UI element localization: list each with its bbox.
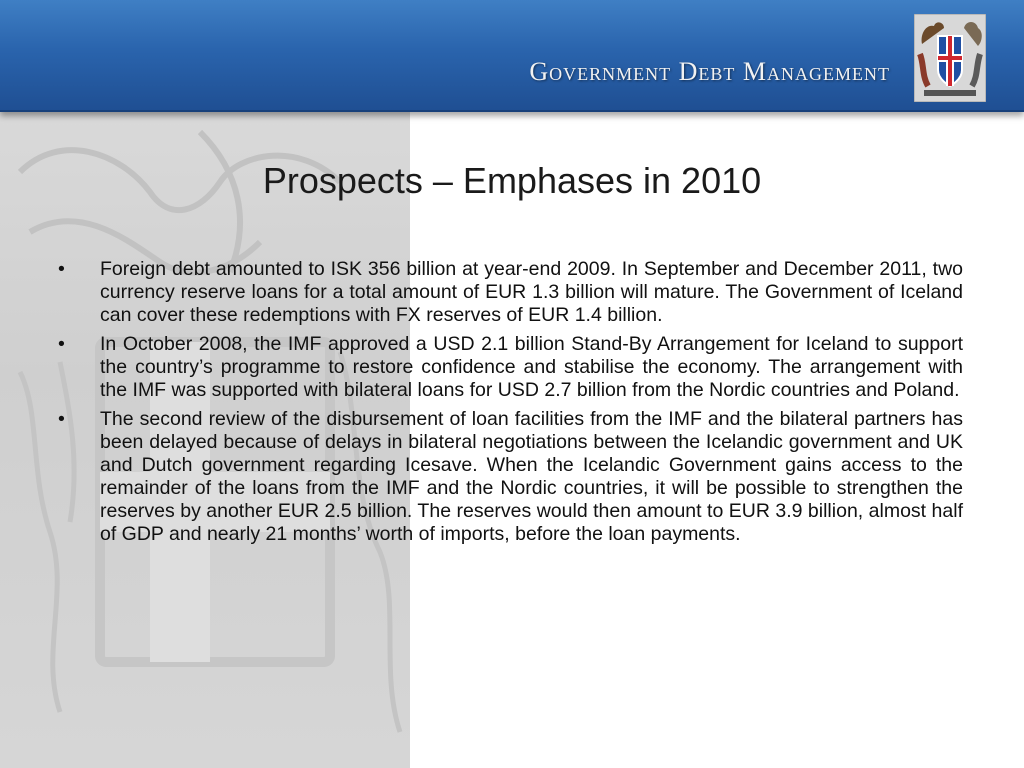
header-title: Government Debt Management: [529, 57, 890, 86]
header-bar: [0, 0, 1024, 112]
list-item: [58, 333, 963, 402]
iceland-coat-of-arms-icon: [914, 14, 986, 102]
bullet-text: In October 2008, the IMF approved a USD 2.1 billion Stand-By Arrangement for Iceland to support the country’s programme to restore confidence and stabilise the economy. The arrangement with the IMF was supported with bilateral loans for USD 2.7 billion from the Nordic countries and Poland.: [100, 333, 963, 401]
list-item: [58, 408, 963, 546]
slide-title: Prospects – Emphases in 2010: [262, 160, 762, 201]
bullet-list: [58, 258, 963, 552]
bullet-glyph: •: [58, 333, 65, 355]
bullet-glyph: •: [58, 258, 65, 280]
bullet-text: The second review of the disbursement of loan facilities from the IMF and the bilateral partners has been delayed because of delays in bilateral negotiations between the Icelandic government and UK and Dutch government regarding Icesave. When the Icelandic Government gains access to the remainder of the loans from the IMF and the Nordic countries, it will be possible to strengthen the reserves by another EUR 2.5 billion. The reserves would then amount to EUR 3.9 billion, almost half of GDP and nearly 21 months’ worth of imports, before the loan payments.: [100, 408, 963, 545]
bullet-text: Foreign debt amounted to ISK 356 billion at year-end 2009. In September and December 2011, two currency reserve loans for a total amount of EUR 1.3 billion will mature. The Government of Iceland can cover these redemptions with FX reserves of EUR 1.4 billion.: [100, 258, 963, 326]
list-item: [58, 258, 963, 327]
bullet-glyph: •: [58, 408, 65, 430]
